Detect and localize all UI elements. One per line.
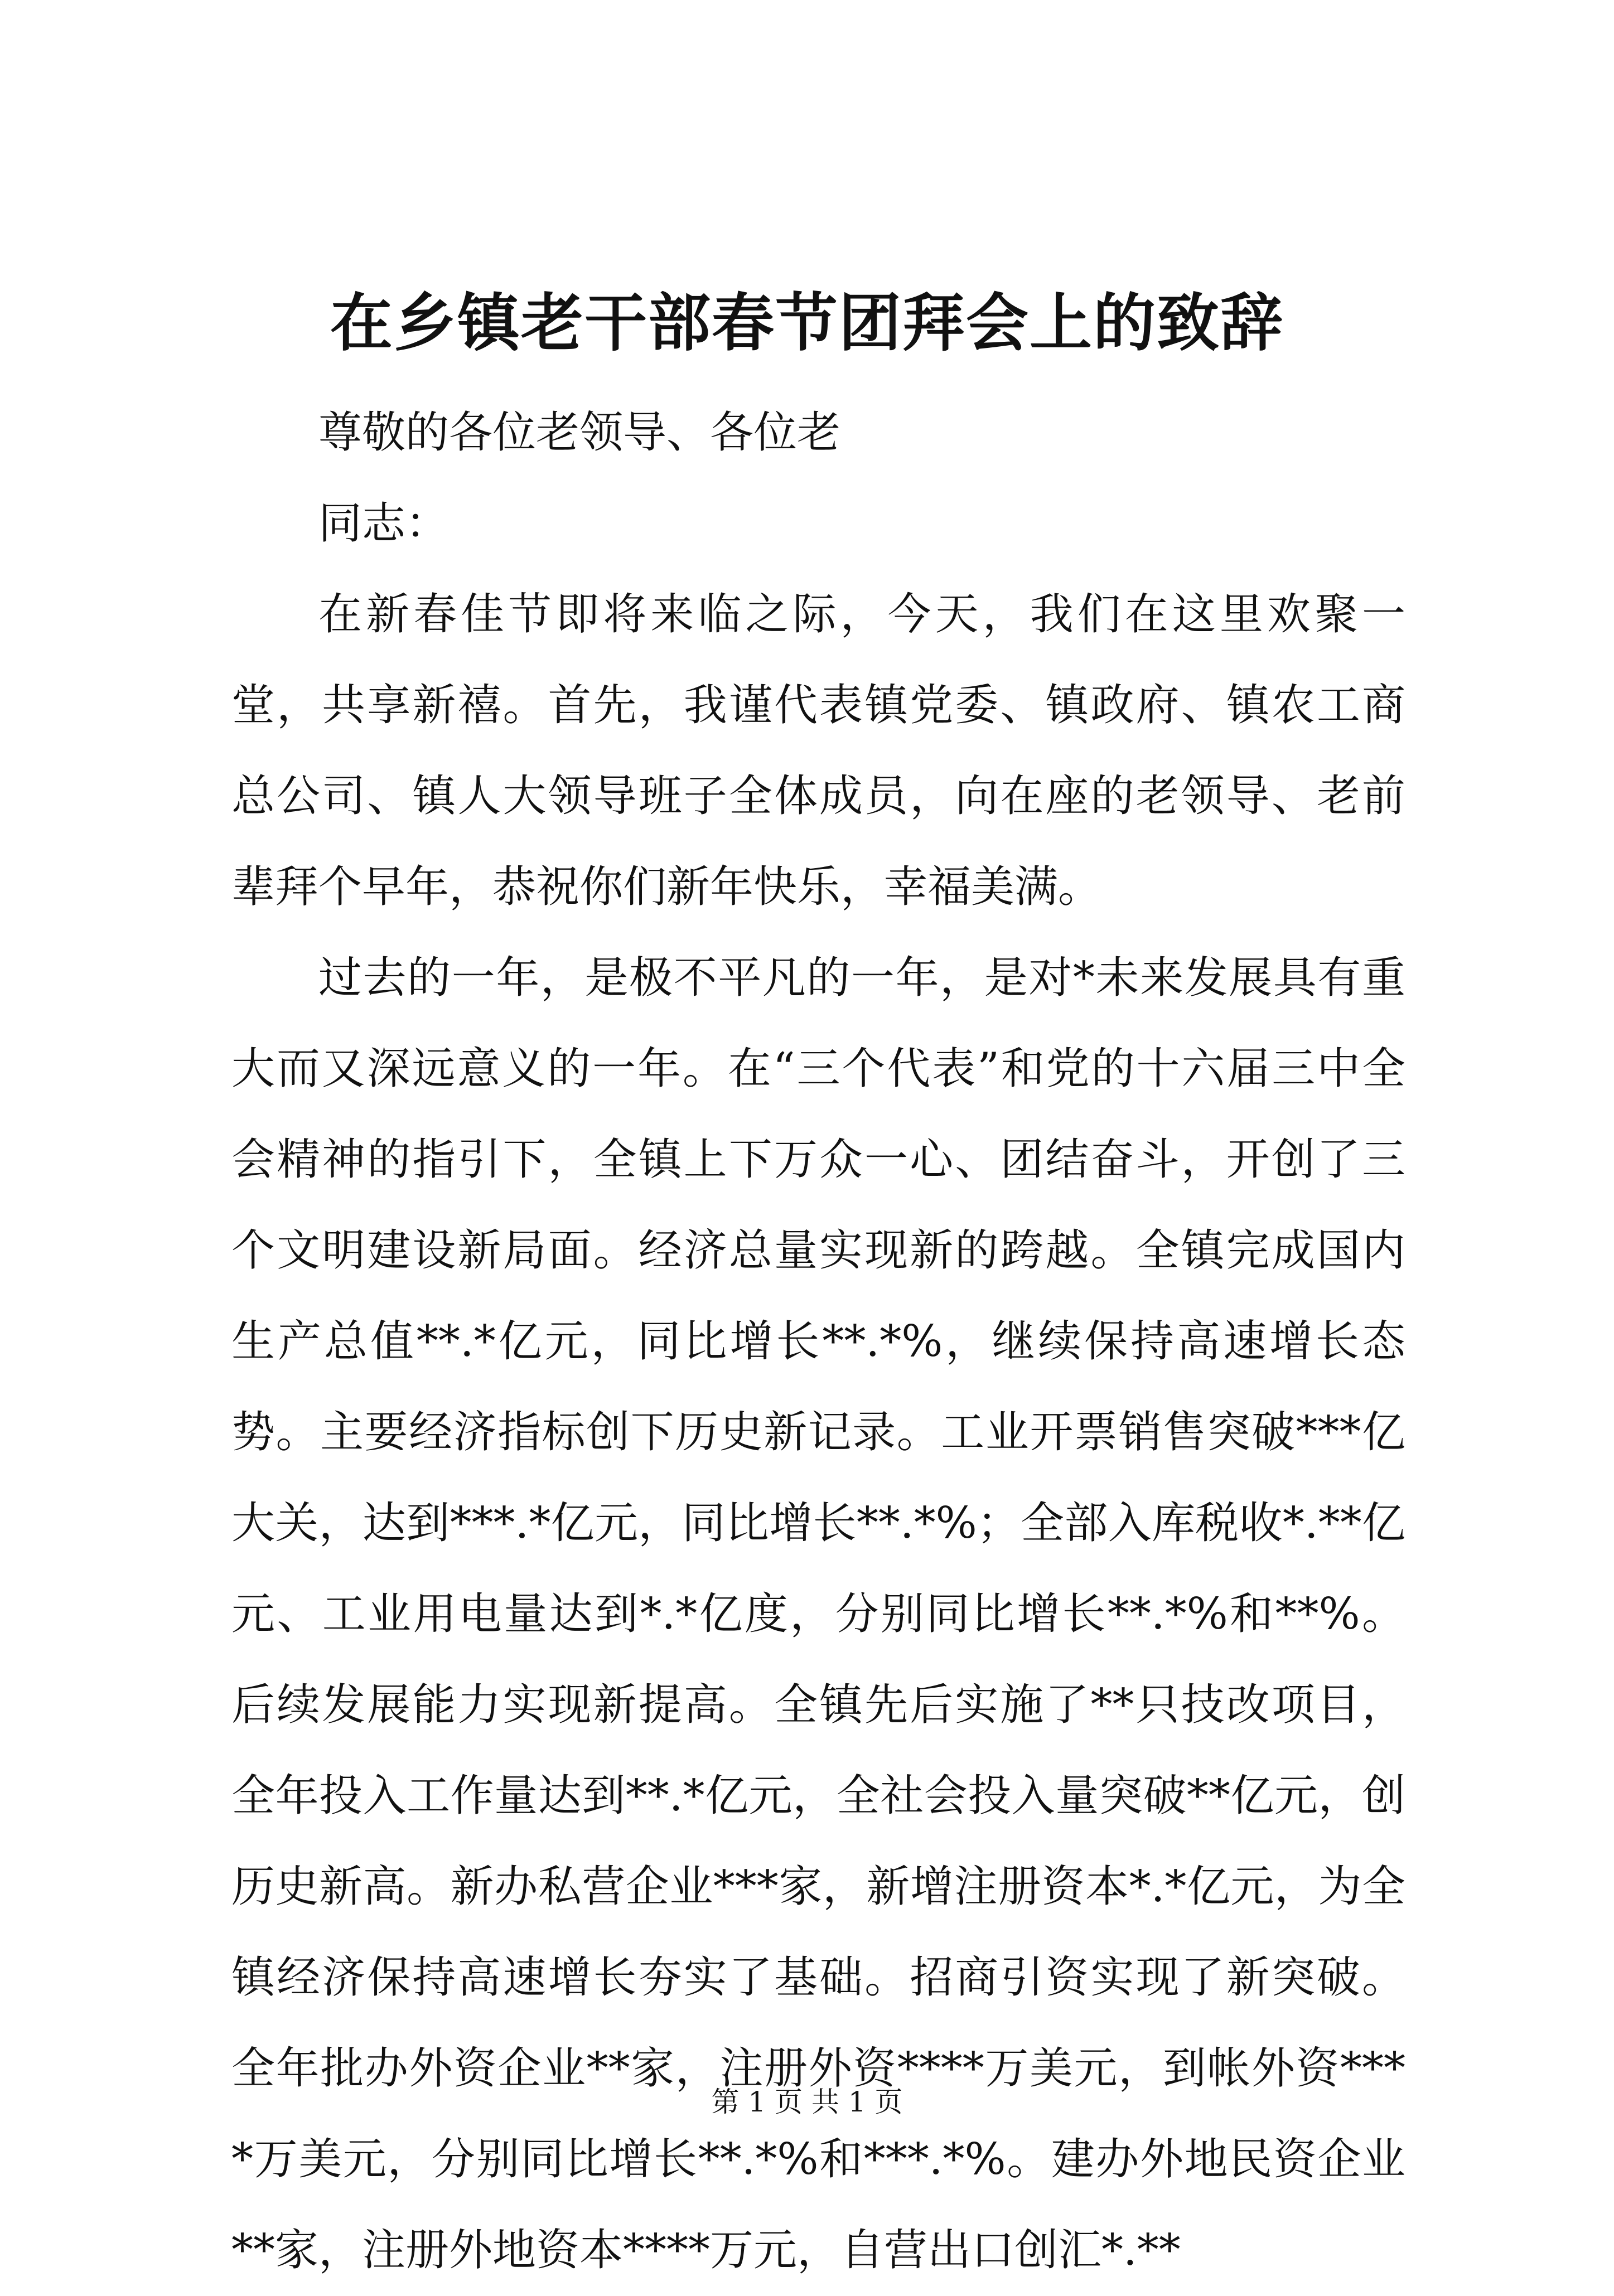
page-footer: 第 1 页 共 1 页 bbox=[711, 2086, 903, 2118]
document-title: 在乡镇老干部春节团拜会上的致辞 bbox=[330, 287, 1284, 360]
paragraph-review: 过去的一年，是极不平凡的一年，是对*未来发展具有重大而又深远意义的一年。在“三个代表”和党的十六届三中全会精神的指引下，全镇上下万众一心、团结奋斗，开创了三个文明建设新局面。经济总量实现新的跨越。全镇完成国内生产总值**.*亿元，同比增长**.*%，继续保持高速增长态势。主要经济指标创下历史新记录。工业开票销售突破***亿大关，达到***.*亿元，同比增长**.*%；全部入库税收*.**亿元、工业用电量达到*.*亿度，分别同比增长**.*%和**%。后续发展能力实现新提高。全镇先后实施了**只技改项目，全年投入工作量达到**.*亿元，全社会投入量突破**亿元，创历史新高。新办私营企业***家，新增注册资本*.*亿元，为全镇经济保持高速增长夯实了基础。招商引资实现了新突破。全年批办外资企业**家，注册外资****万美元，到帐外资****万美元，分别同比增长**.*%和***.*%。建办外地民资企业**家，注册外地资本****万元，自营出口创汇*.** bbox=[231, 953, 1405, 2275]
paragraph-greeting: 在新春佳节即将来临之际，今天，我们在这里欢聚一堂，共享新禧。首先，我谨代表镇党委、镇政府、镇农工商总公司、镇人大领导班子全体成员，向在座的老领导、老前辈拜个早年，恭祝你们新年快乐，幸福美满。 bbox=[231, 589, 1405, 912]
document-body bbox=[231, 387, 1405, 2296]
salutation-line-1: 尊敬的各位老领导、各位老 bbox=[318, 408, 841, 458]
salutation-line-2: 同志： bbox=[318, 498, 450, 549]
